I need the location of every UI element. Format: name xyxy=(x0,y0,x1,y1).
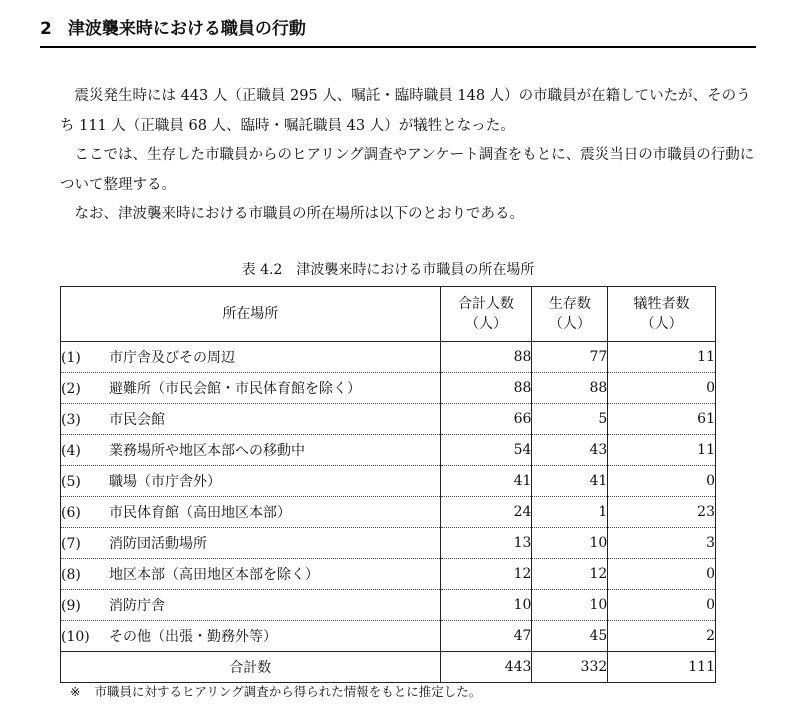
location-table xyxy=(60,286,716,683)
cell-victims: 11 xyxy=(608,342,716,373)
table-header-row xyxy=(61,287,716,342)
cell-survived: 45 xyxy=(532,621,608,652)
place-name: その他（出張・勤務外等） xyxy=(109,629,277,645)
row-index: (9) xyxy=(61,598,81,614)
cell-total: 41 xyxy=(440,466,532,497)
cell-survived: 43 xyxy=(532,435,608,466)
cell-survived: 1 xyxy=(532,497,608,528)
cell-total: 54 xyxy=(440,435,532,466)
cell-victims: 0 xyxy=(608,373,716,404)
cell-victims: 0 xyxy=(608,466,716,497)
total-victims: 111 xyxy=(608,652,716,683)
table-caption: 表 4.2 津波襲来時における市職員の所在場所 xyxy=(241,262,535,278)
header-total-text: 合計人数 （人） xyxy=(458,296,515,332)
cell-victims: 11 xyxy=(608,435,716,466)
table-body xyxy=(61,342,716,652)
row-index: (5) xyxy=(61,474,81,490)
section-title: 津波襲来時における職員の行動 xyxy=(67,19,306,39)
total-survived: 332 xyxy=(532,652,608,683)
cell-place xyxy=(61,342,441,373)
cell-survived: 10 xyxy=(532,528,608,559)
paragraph: なお、津波襲来時における市職員の所在場所は以下のとおりである。 xyxy=(74,206,524,222)
place-name: 業務場所や地区本部への移動中 xyxy=(109,443,305,459)
row-index: (10) xyxy=(61,629,90,645)
cell-place xyxy=(61,559,441,590)
table-row xyxy=(61,621,716,652)
place-name: 避難所（市民会館・市民体育館を除く） xyxy=(109,381,361,397)
place-name: 消防団活動場所 xyxy=(109,536,207,552)
cell-place xyxy=(61,466,441,497)
table-row xyxy=(61,590,716,621)
total-count: 443 xyxy=(440,652,532,683)
header-survived xyxy=(532,287,608,342)
table-row xyxy=(61,559,716,590)
cell-total: 24 xyxy=(440,497,532,528)
section-number: 2 xyxy=(40,19,52,39)
cell-victims: 3 xyxy=(608,528,716,559)
table-row xyxy=(61,497,716,528)
table-row xyxy=(61,342,716,373)
cell-total: 10 xyxy=(440,590,532,621)
header-victims-text: 犠牲者数 （人） xyxy=(633,296,690,332)
cell-victims: 2 xyxy=(608,621,716,652)
place-name: 市民体育館（高田地区本部） xyxy=(109,505,291,521)
cell-survived: 5 xyxy=(532,404,608,435)
table-row xyxy=(61,466,716,497)
table-row xyxy=(61,528,716,559)
cell-victims: 23 xyxy=(608,497,716,528)
table-row xyxy=(61,373,716,404)
footnote-mark: ※ xyxy=(70,684,81,699)
cell-victims: 61 xyxy=(608,404,716,435)
paragraph: ここでは、生存した市職員からのヒアリング調査やアンケート調査をもとに、震災当日の市職員の行動について整理する。 xyxy=(60,147,755,193)
row-index: (6) xyxy=(61,505,81,521)
cell-total: 13 xyxy=(440,528,532,559)
header-victims xyxy=(608,287,716,342)
place-name: 市庁舎及びその周辺 xyxy=(109,350,235,366)
cell-place xyxy=(61,590,441,621)
table-row xyxy=(61,435,716,466)
total-label: 合計数 xyxy=(61,652,441,683)
place-name: 消防庁舎 xyxy=(109,598,165,614)
cell-survived: 77 xyxy=(532,342,608,373)
cell-survived: 12 xyxy=(532,559,608,590)
cell-place xyxy=(61,528,441,559)
table-row xyxy=(61,404,716,435)
row-index: (2) xyxy=(61,381,81,397)
cell-total: 88 xyxy=(440,342,532,373)
cell-total: 66 xyxy=(440,404,532,435)
cell-total: 47 xyxy=(440,621,532,652)
header-total xyxy=(440,287,532,342)
header-survived-text: 生存数 （人） xyxy=(548,296,591,332)
section-heading xyxy=(40,16,756,48)
header-place: 所在場所 xyxy=(61,287,441,342)
cell-survived: 88 xyxy=(532,373,608,404)
cell-place xyxy=(61,621,441,652)
body-text xyxy=(60,82,760,230)
footnote-text: 市職員に対するヒアリング調査から得られた情報をもとに推定した。 xyxy=(94,684,482,699)
cell-total: 88 xyxy=(440,373,532,404)
cell-victims: 0 xyxy=(608,590,716,621)
table-total-row xyxy=(61,652,716,683)
row-index: (7) xyxy=(61,536,81,552)
place-name: 地区本部（高田地区本部を除く） xyxy=(109,567,319,583)
cell-survived: 41 xyxy=(532,466,608,497)
cell-total: 12 xyxy=(440,559,532,590)
row-index: (3) xyxy=(61,412,81,428)
cell-place xyxy=(61,497,441,528)
place-name: 市民会館 xyxy=(109,412,165,428)
row-index: (1) xyxy=(61,350,81,366)
row-index: (4) xyxy=(61,443,81,459)
row-index: (8) xyxy=(61,567,81,583)
place-name: 職場（市庁舎外） xyxy=(109,474,221,490)
footnote xyxy=(70,682,750,702)
cell-place xyxy=(61,435,441,466)
cell-survived: 10 xyxy=(532,590,608,621)
cell-place xyxy=(61,373,441,404)
cell-place xyxy=(61,404,441,435)
paragraph: 震災発生時には 443 人（正職員 295 人、嘱託・臨時職員 148 人）の市職員が在籍していたが、そのうち 111 人（正職員 68 人、臨時・嘱託職員 43 人）が犠牲となった。 xyxy=(60,88,751,134)
cell-victims: 0 xyxy=(608,559,716,590)
